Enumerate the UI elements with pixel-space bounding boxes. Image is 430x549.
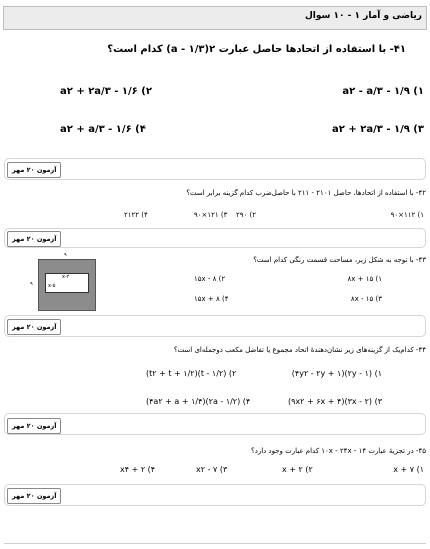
q42-option-2: ۲) ۲۹۰ [236,211,257,219]
q45-option-3: ۳) ۷ - x۲ [196,465,228,474]
q45-option-1: ۱) ۷ + x [393,465,424,474]
q45-option-2: ۲) ۲ + x [282,465,313,474]
exam-button-q44[interactable]: آزمون ۲۰ مهر [7,418,61,434]
question-41-text: ۴۱- با استفاده از اتحادها حاصل عبارت ۲(a - ۱/۳) کدام است؟ [107,44,406,55]
q43-option-1: ۱) ۱۵ + ۸x [347,275,382,283]
question-45-text: ۴۵- در تجزیهٔ عبارت ۱۴ - ۱۰x - ۲۴x کدام عبارت وجود دارد؟ [250,447,426,455]
exam-button-q42[interactable]: آزمون ۲۰ مهر [7,231,61,247]
q44-option-1: ۱) (۲y - ۱)(۴y۲ - ۲y + ۱) [291,369,382,378]
q41-option-3: ۳) a۲ + ۲a/۳ - ۱/۹ [332,124,424,135]
q44-option-2: ۲) (t - ۱/۲)(t۲ + t + ۱/۲) [146,369,237,378]
q44-option-4: ۴) (۲a - ۱/۲)(۴a۲ + a + ۱/۴) [146,397,251,406]
q43-option-4: ۴) ۸ + ۱۵x [194,295,229,303]
q43-figure-inner-top-label: x-۲ [62,274,70,280]
q43-option-3: ۳) ۱۵ - ۸x [350,295,382,303]
question-44-text: ۴۴- کدام‌یک از گزینه‌های زیر نشان‌دهندهٔ اتحاد مجموع یا تفاضل مکعب دوجمله‌ای است؟ [173,346,426,354]
q44-option-3: ۳) (۳x - ۲)(۹x۲ + ۶x + ۴) [287,397,382,406]
q41-option-2: ۲) a۲ + ۲a/۳ - ۱/۶ [60,86,152,97]
q45-option-4: ۴) ۲ + x۴ [120,465,156,474]
question-42-text: ۴۲- با استفاده از اتحادها، حاصل ۲۱۰۱ - ۲۱۱ با حاصل‌ضرب کدام گزینه برابر است؟ [186,189,426,197]
exam-button-q43[interactable]: آزمون ۲۰ مهر [7,319,61,335]
exam-button-q41[interactable]: آزمون ۲۰ مهر [7,162,61,178]
bottom-divider [4,543,426,544]
q43-figure-top-label: ۹ [64,252,67,258]
q42-option-1: ۱) ۱۱۲×۹۰ [390,211,424,219]
q44-footer-card [4,413,426,435]
q43-figure-side-label: ۹ [30,281,33,287]
q42-footer-card [4,228,426,248]
q41-footer-card [4,158,426,180]
q42-option-3: ۳) ۱۲۱×۹۰ [194,211,228,219]
q42-option-4: ۴) ۲۱۲۲ [124,211,148,219]
exam-button-q45[interactable]: آزمون ۲۰ مهر [7,488,61,504]
q43-figure-inner-side-label: x-۵ [48,283,56,289]
q41-option-1: ۱) a۲ - a/۳ - ۱/۹ [342,86,424,97]
q43-footer-card [4,315,426,337]
q41-option-4: ۴) a۲ + a/۳ - ۱/۶ [60,124,146,135]
q43-option-2: ۲) ۸ - ۱۵x [194,275,226,283]
question-43-text: ۴۳- با توجه به شکل زیر، مساحت قسمت رنگی کدام است؟ [253,256,426,264]
page-title: ریاضی و آمار ۱ - ۱۰ سوال [304,11,422,21]
q45-footer-card [4,484,426,506]
